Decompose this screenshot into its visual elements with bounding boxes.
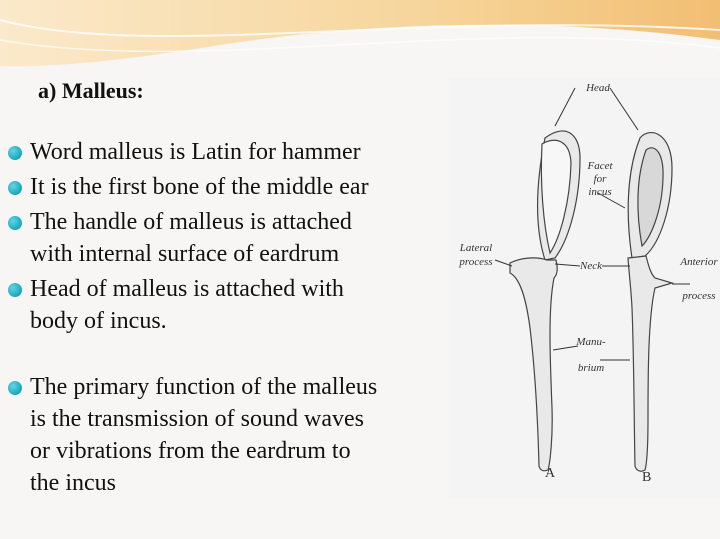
label-anterior-line2: process (682, 290, 716, 302)
label-facet-line2: for (593, 173, 607, 185)
malleus-figure (450, 78, 720, 498)
slide-title: a) Malleus: (38, 78, 144, 103)
bullet-item (0, 273, 450, 337)
bullet-dot-icon (8, 181, 22, 195)
bullet-text: It is the first bone of the middle ear (30, 174, 369, 200)
bullet-text: is the transmission of sound waves (30, 406, 364, 432)
bullet-dot-icon (8, 381, 22, 395)
figure-letter-a: A (545, 466, 556, 481)
bullet-item (0, 171, 450, 203)
label-neck: Neck (580, 260, 602, 272)
label-facet-line3: incus (588, 186, 612, 198)
bullet-text: Word malleus is Latin for hammer (30, 139, 361, 165)
bullet-list (0, 136, 450, 499)
label-manubrium-line1: Manu- (576, 336, 606, 348)
bullet-item (0, 136, 450, 168)
bullet-dot-icon (8, 146, 22, 160)
label-anterior-line1: Anterior (680, 256, 718, 268)
bullet-dot-icon (8, 216, 22, 230)
label-manubrium-line2: brium (577, 362, 605, 374)
bullet-text: Head of malleus is attached with (30, 276, 344, 302)
bullet-text: body of incus. (30, 308, 167, 334)
bullet-item (0, 206, 450, 270)
malleus-illustration (450, 78, 720, 498)
figure-letter-b: B (642, 470, 652, 485)
label-facet-line1: Facet (587, 160, 613, 172)
label-lateral-line1: Lateral (459, 242, 493, 254)
bullet-dot-icon (8, 283, 22, 297)
label-head: Head (586, 82, 610, 94)
bullet-text: the incus (30, 470, 116, 496)
bullet-text: with internal surface of eardrum (30, 241, 340, 267)
label-lateral-line2: process (459, 256, 493, 268)
bullet-text: or vibrations from the eardrum to (30, 438, 351, 464)
bullet-text: The handle of malleus is attached (30, 209, 352, 235)
bullet-item (0, 371, 450, 499)
bullet-text: The primary function of the malleus (30, 374, 378, 400)
